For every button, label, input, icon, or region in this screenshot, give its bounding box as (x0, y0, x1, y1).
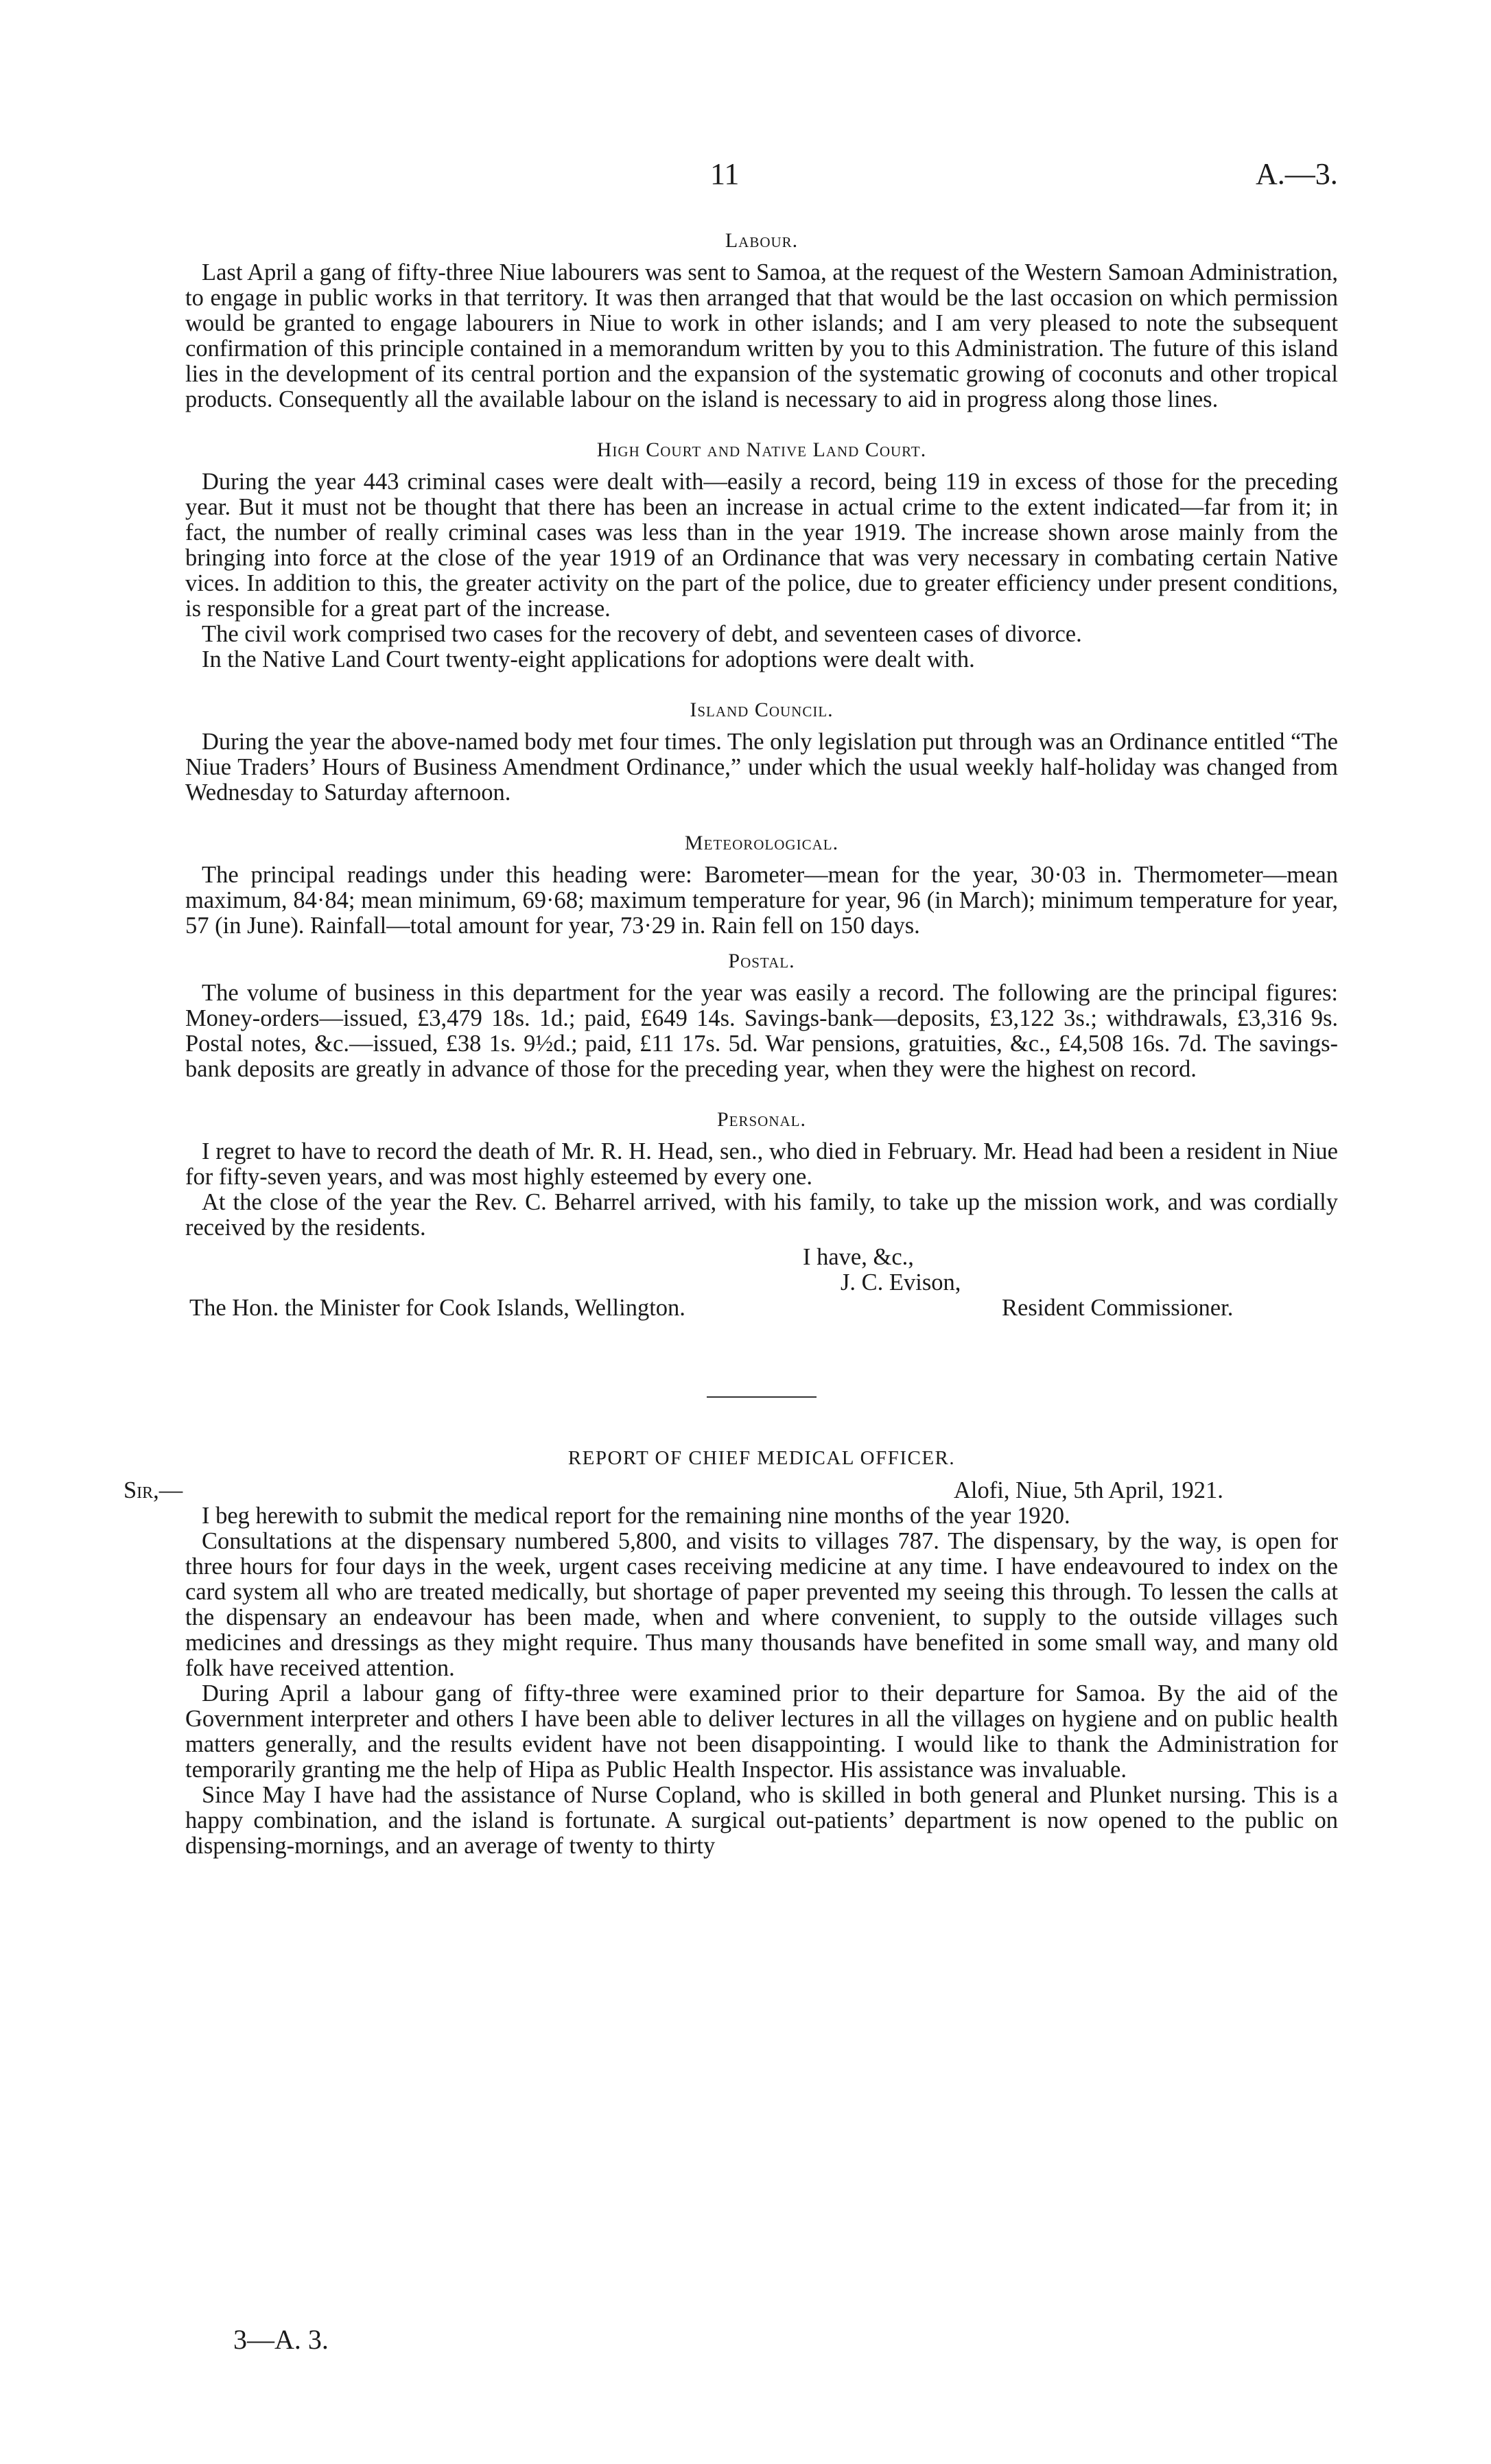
closing: I have, &c., (803, 1244, 914, 1270)
section-court (185, 437, 1338, 672)
paragraph: During the year the above-named body met four times. The only legislation put through was an Ordinance entitled “The Niue Traders’ Hours of Business Amendment Ordinance,” under which the usual weekly half-holiday was changed from Wednesday to Saturday afternoon. (185, 729, 1338, 806)
section-meteorological (185, 830, 1338, 939)
signatory: J. C. Evison, (841, 1269, 961, 1295)
section-council (185, 697, 1338, 806)
report-heading: REPORT OF CHIEF MEDICAL OFFICER. (567, 1447, 956, 1469)
page-header (0, 156, 1491, 198)
paragraph: Consultations at the dispensary numbered 5,800, and visits to villages 787. The dispensary, by the way, is open for three hours for four days in the week, urgent cases receiving medicine at any time. I have endeavoured to index on the card system all who are treated medically, but shortage of paper prevented my seeing this through. To lessen the calls at the dispensary an endeavour has been made, when and where convenient, to supply to the outside villages such medicines and dressings as they might require. Thus many thousands have benefited in some small way, and many old folk have received attention. (185, 1528, 1338, 1681)
signoff-block (185, 1245, 1338, 1321)
paragraph: During the year 443 criminal cases were dealt with—easily a record, being 119 in excess of those for the preceding year. But it must not be thought that there has been an increase in actual crime to the extent indicated—far from it; in fact, the number of really criminal cases was less than in the year 1919. The increase shown arose mainly from the bringing into force at the close of the year 1919 of an Ordinance that was very necessary in combating certain Native vices. In addition to this, the greater activity on the part of the police, due to greater efficiency under present conditions, is responsible for a great part of the increase. (185, 469, 1338, 622)
page-number: 11 (710, 157, 740, 191)
section-medical-report (124, 1446, 1338, 1859)
paragraph: In the Native Land Court twenty-eight applications for adoptions were dealt with. (202, 646, 975, 672)
addressee: The Hon. the Minister for Cook Islands, Wellington. (189, 1295, 685, 1321)
section-heading: High Court and Native Land Court. (596, 438, 927, 461)
signatory-title: Resident Commissioner. (1002, 1295, 1234, 1321)
section-heading: Personal. (716, 1108, 807, 1131)
section-heading: Island Council. (690, 699, 834, 721)
document-reference: A.—3. (1256, 157, 1338, 191)
paragraph: I beg herewith to submit the medical report for the remaining nine months of the year 1920. (202, 1503, 1070, 1529)
salutation: Sir,— (124, 1477, 183, 1503)
paragraph: At the close of the year the Rev. C. Beharrel arrived, with his family, to take up the mission work, and was cordially received by the residents. (185, 1189, 1338, 1241)
place-date: Alofi, Niue, 5th April, 1921. (954, 1477, 1223, 1503)
paragraph: Since May I have had the assistance of Nurse Copland, who is skilled in both general and Plunket nursing. This is a happy combination, and the island is fortunate. A surgical out-patients’ department is now opened to the public on dispensing-mornings, and an average of twenty to thirty (185, 1782, 1338, 1859)
section-personal (185, 1107, 1338, 1241)
paragraph: I regret to have to record the death of Mr. R. H. Head, sen., who died in February. Mr. Head had been a resident in Niue for fifty-seven years, and was most highly esteemed by every one. (185, 1138, 1338, 1190)
section-heading: Meteorological. (684, 832, 839, 854)
section-heading: Postal. (728, 950, 795, 972)
paragraph: The civil work comprised two cases for the recovery of debt, and seventeen cases of divorce. (202, 621, 1082, 647)
page-content (124, 218, 1338, 1859)
paragraph: During April a labour gang of fifty-three were examined prior to their departure for Samoa. By the aid of the Government interpreter and others I have been able to deliver lectures in all the villages on hygiene and on public health matters generally, and the results evident have not been disappointing. I would like to thank the Administration for temporarily granting me the help of Hipa as Public Health Inspector. His assistance was invaluable. (185, 1680, 1338, 1783)
section-labour (185, 228, 1338, 412)
section-divider (707, 1396, 817, 1398)
paragraph: The volume of business in this department for the year was easily a record. The following are the principal figures: Money-orders—issued, £3,479 18s. 1d.; paid, £649 14s. Savings-bank—deposits, £3,122 3s.; withdrawals, £3,316 9s. Postal notes, &c.—issued, £38 1s. 9½d.; paid, £11 17s. 5d. War pensions, gratuities, &c., £4,508 16s. 7d. The savings-bank deposits are greatly in advance of those for the preceding year, when they were the highest on record. (185, 980, 1338, 1082)
paragraph: The principal readings under this heading were: Barometer—mean for the year, 30·03 in. Thermometer—mean maximum, 84·84; mean minimum, 69·68; maximum temperature for year, 96 (in March); minimum temperature for year, 57 (in June). Rainfall—total amount for year, 73·29 in. Rain fell on 150 days. (185, 862, 1338, 939)
section-postal (185, 948, 1338, 1082)
signature-mark: 3—A. 3. (233, 2324, 329, 2355)
paragraph: Last April a gang of fifty-three Niue labourers was sent to Samoa, at the request of the Western Samoan Administration, to engage in public works in that territory. It was then arranged that that would be the last occasion on which permission would be granted to engage labourers in Niue to work in other islands; and I am very pleased to note the subsequent confirmation of this principle contained in a memorandum written by you to this Administration. The future of this island lies in the development of its central portion and the expansion of the systematic growing of coconuts and other tropical products. Consequently all the available labour on the island is necessary to aid in progress along those lines. (185, 259, 1338, 412)
section-heading: Labour. (725, 229, 799, 252)
